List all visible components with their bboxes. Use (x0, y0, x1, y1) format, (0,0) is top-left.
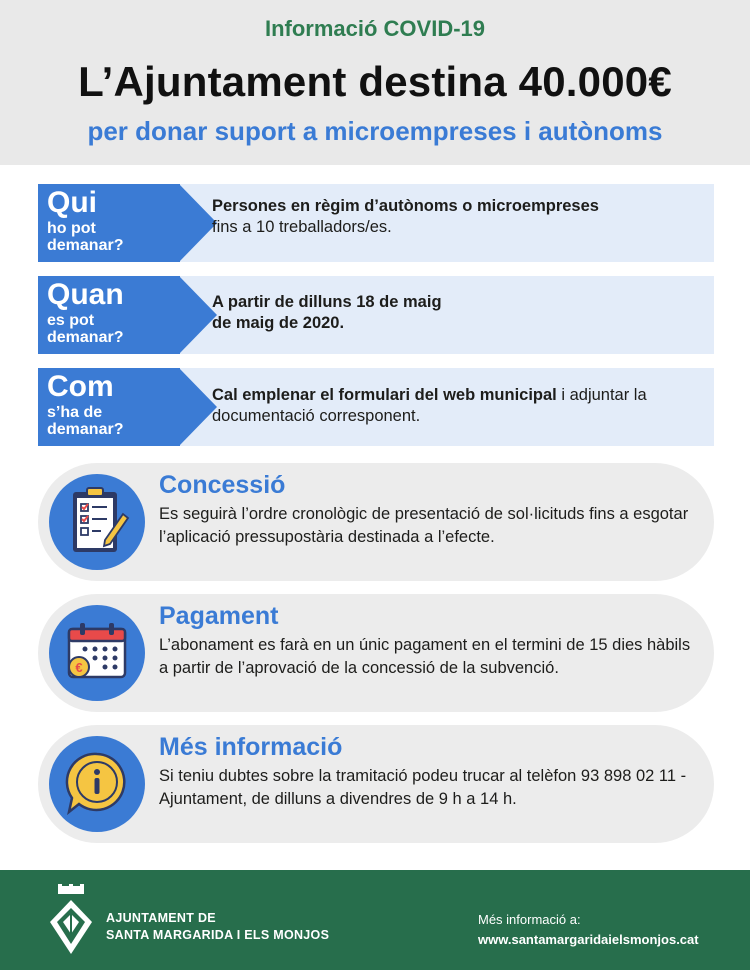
checklist-icon (49, 474, 145, 570)
info-row-who-bold: Persones en règim d’autònoms o microempreses (212, 197, 599, 215)
footer-org-line1: AJUNTAMENT DE (106, 911, 216, 925)
info-bubble-icon (49, 736, 145, 832)
section-payment-title: Pagament (159, 602, 279, 630)
tag-who-subtitle (47, 220, 123, 254)
header-banner (0, 0, 750, 165)
calendar-euro-icon (49, 605, 145, 701)
info-row-when (38, 276, 714, 354)
section-more-info-text: Si teniu dubtes sobre la tramitació podeu trucar al telèfon 93 898 02 11 - Ajuntament, de dilluns a divendres de 9 h a 14 h. (159, 767, 687, 808)
tag-when-subtitle (47, 312, 123, 346)
footer-organization (106, 910, 329, 944)
tag-when-line1: es pot (47, 312, 95, 329)
tag-who-title: Qui (47, 186, 97, 219)
info-row-who-text (212, 196, 702, 238)
header-kicker: Informació COVID-19 (264, 16, 486, 41)
tag-how (38, 368, 180, 446)
tag-how-subtitle (47, 404, 123, 438)
tag-who-line2: demanar? (47, 237, 124, 254)
tag-who-line1: ho pot (47, 220, 96, 237)
footer-org-line2: SANTA MARGARIDA I ELS MONJOS (106, 928, 330, 942)
section-concession-title: Concessió (159, 471, 286, 499)
section-concession (38, 463, 714, 581)
section-payment (38, 594, 714, 712)
tag-how-line1: s’ha de (47, 404, 103, 421)
info-row-who-normal: fins a 10 treballadors/es. (212, 218, 392, 236)
info-row-how-bold: Cal emplenar el formulari del web municipal (212, 386, 557, 404)
tag-who (38, 184, 180, 262)
tag-how-title: Com (47, 370, 114, 403)
tag-how-line2: demanar? (47, 421, 124, 438)
svg-text:€: € (75, 660, 83, 675)
info-row-how-normal: i adjuntar la documentació corresponent. (212, 386, 647, 425)
tag-when (38, 276, 180, 354)
info-row-who (38, 184, 714, 262)
section-payment-text: L’abonament es farà en un únic pagament en el termini de 15 dies hàbils a partir de l’aprovació de la concessió de la subvenció. (159, 636, 691, 677)
info-row-when-text (212, 292, 702, 334)
footer-website-link[interactable]: www.santamargaridaielsmonjos.cat (478, 932, 699, 947)
footer-more-info-label: Més informació a: (478, 912, 581, 927)
tag-when-line2: demanar? (47, 329, 124, 346)
info-row-how (38, 368, 714, 446)
info-row-how-text (212, 385, 702, 427)
section-more-info (38, 725, 714, 843)
page-subtitle: per donar suport a microempreses i autònoms (87, 116, 663, 146)
municipal-crest-logo (46, 884, 96, 963)
tag-when-title: Quan (47, 278, 124, 311)
section-more-info-title: Més informació (159, 733, 343, 761)
footer (0, 870, 750, 970)
section-concession-text: Es seguirà l’ordre cronològic de presentació de sol·licituds fins a esgotar l’aplicació pressupostària destinada a l’efecte. (159, 505, 689, 546)
info-row-when-normal: de maig de 2020. (212, 314, 345, 332)
page-title: L’Ajuntament destina 40.000€ (78, 58, 672, 105)
info-row-when-bold: A partir de dilluns 18 de maig (212, 293, 442, 311)
